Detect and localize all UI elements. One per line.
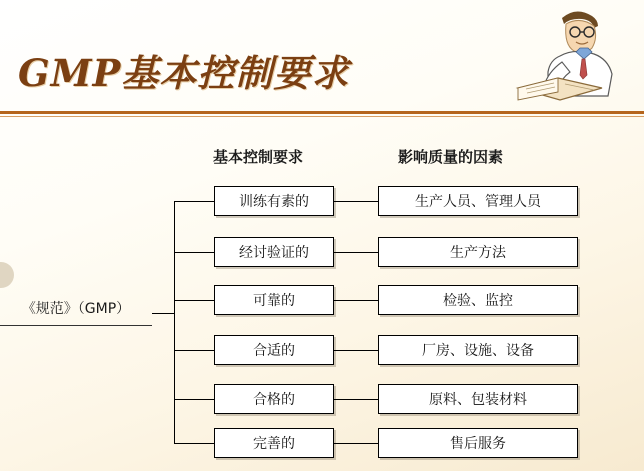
- factor-box-6[interactable]: 售后服务: [378, 428, 578, 458]
- connector-row-3: [334, 300, 378, 301]
- page-title: GMP基本控制要求: [18, 51, 350, 95]
- factor-box-1[interactable]: 生产人员、管理人员: [378, 186, 578, 216]
- connector-row-6: [334, 443, 378, 444]
- root-node-underline: [0, 325, 152, 326]
- connector-trunk-row-1: [174, 201, 214, 202]
- connector-root-stem: [152, 313, 174, 314]
- connector-row-1: [334, 201, 378, 202]
- requirement-box-4[interactable]: 合适的: [214, 335, 334, 365]
- root-node-label: 《规范》（GMP）: [21, 301, 131, 317]
- factor-box-2[interactable]: 生产方法: [378, 237, 578, 267]
- requirement-box-2[interactable]: 经讨验证的: [214, 237, 334, 267]
- title-divider: [0, 111, 644, 114]
- factor-box-5[interactable]: 原料、包装材料: [378, 384, 578, 414]
- connector-row-5: [334, 399, 378, 400]
- connector-trunk-row-2: [174, 252, 214, 253]
- decorative-orb: [0, 262, 14, 288]
- column-heading-requirements: 基本控制要求: [213, 148, 304, 166]
- connector-trunk-row-3: [174, 300, 214, 301]
- connector-row-2: [334, 252, 378, 253]
- factor-box-4[interactable]: 厂房、设施、设备: [378, 335, 578, 365]
- connector-trunk: [174, 201, 175, 443]
- connector-row-4: [334, 350, 378, 351]
- requirement-box-5[interactable]: 合格的: [214, 384, 334, 414]
- requirement-box-3[interactable]: 可靠的: [214, 285, 334, 315]
- requirement-box-1[interactable]: 训练有素的: [214, 186, 334, 216]
- factor-box-3[interactable]: 检验、监控: [378, 285, 578, 315]
- requirement-box-6[interactable]: 完善的: [214, 428, 334, 458]
- connector-trunk-row-5: [174, 399, 214, 400]
- title-divider-secondary: [0, 116, 644, 117]
- connector-trunk-row-4: [174, 350, 214, 351]
- connector-trunk-row-6: [174, 443, 214, 444]
- person-writing-icon: [510, 4, 630, 104]
- column-heading-factors: 影响质量的因素: [398, 148, 504, 166]
